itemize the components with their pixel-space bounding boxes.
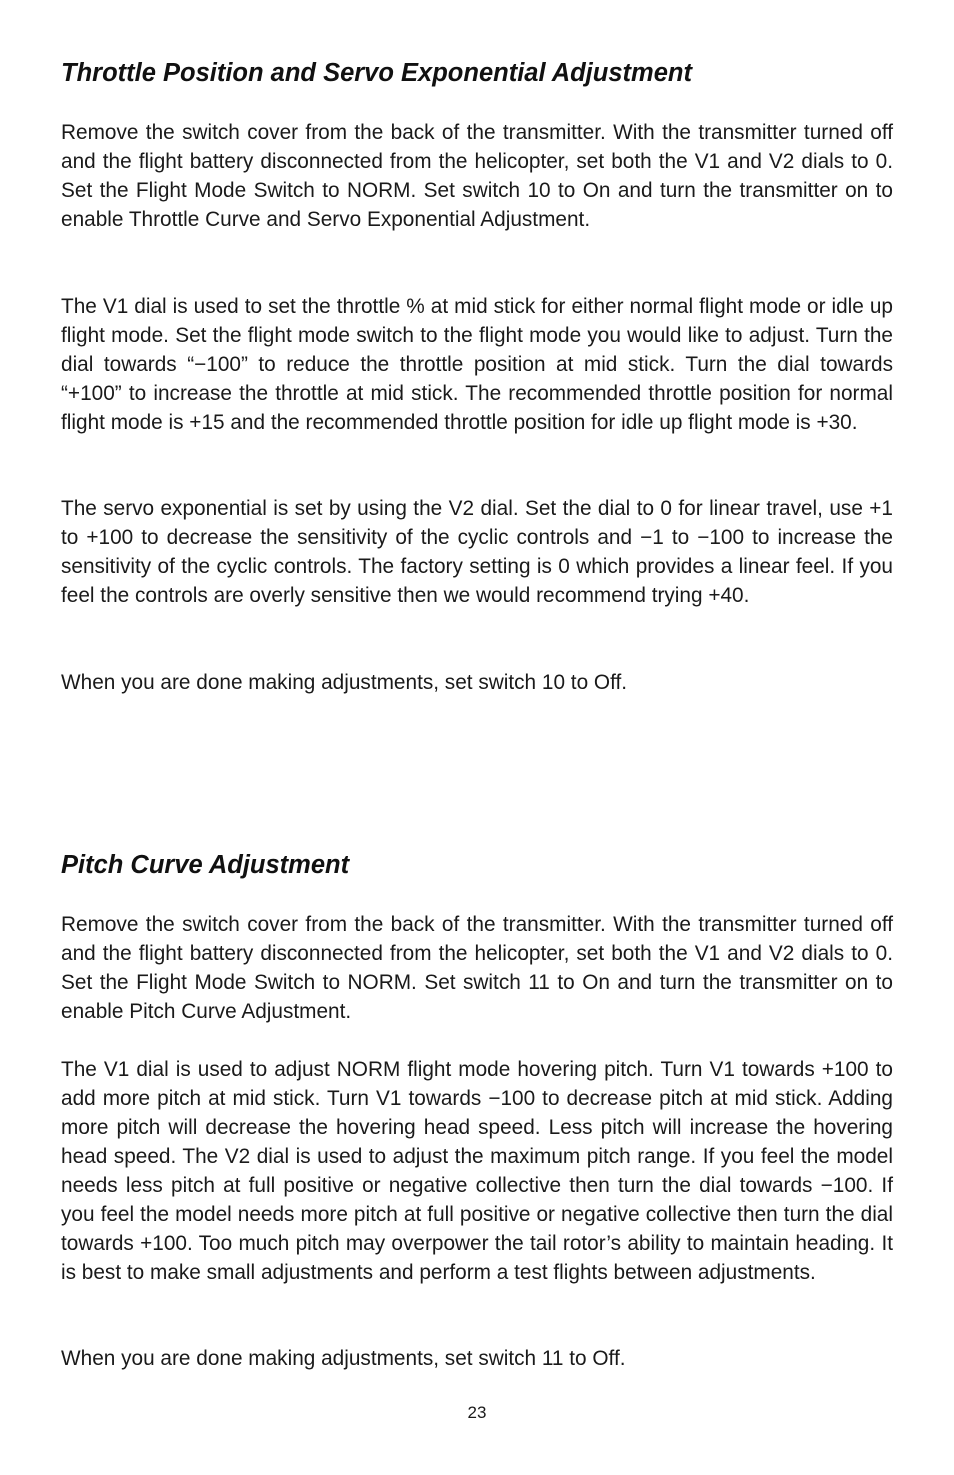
throttle-paragraph-1: Remove the switch cover from the back of the transmitter. With the transmitter turned off and the flight battery disconnected from the helicopter, set both the V1 and V2 dials to 0. Set the Flight Mode Switch to NORM. Set switch 10 to On and turn the transmitter on to enable Throttle Curve and Servo Exponential Adjustment. (61, 121, 893, 231)
throttle-paragraph-3: The servo exponential is set by using the V2 dial. Set the dial to 0 for linear travel, use +1 to +100 to decrease the sensitivity of the cyclic controls and −1 to −100 to increase the sensitivity of the cyclic controls. The factory setting is 0 which provides a linear feel. If you feel the controls are overly sensitive then we would recommend trying +40. (61, 497, 893, 607)
throttle-paragraph-4: When you are done making adjustments, set switch 10 to Off. (61, 671, 628, 694)
pitch-paragraph-2: The V1 dial is used to adjust NORM flight mode hovering pitch. Turn V1 towards +100 to add more pitch at mid stick. Turn V1 towards −100 to decrease pitch at mid stick. Adding more pitch will decrease the hovering head speed. Less pitch will increase the hovering head speed. The V2 dial is used to adjust the maximum pitch range. If you feel the model needs less pitch at full positive or negative collective then turn the dial towards −100. If you feel the model needs more pitch at full positive or negative collective then turn the dial towards +100. Too much pitch may overpower the tail rotor’s ability to maintain heading. It is best to make small adjustments and perform a test flights between adjustments. (61, 1058, 893, 1284)
pitch-paragraph-3: When you are done making adjustments, set switch 11 to Off. (61, 1347, 626, 1370)
throttle-paragraph-2: The V1 dial is used to set the throttle % at mid stick for either normal flight mode or idle up flight mode. Set the flight mode switch to the flight mode you would like to adjust. Turn the dial towards “−100” to reduce the throttle position at mid stick. Turn the dial towards “+100” to increase the throttle at mid stick. The recommended throttle position for normal flight mode is +15 and the recommended throttle position for idle up flight mode is +30. (61, 295, 893, 434)
pitch-paragraph-1: Remove the switch cover from the back of the transmitter. With the transmitter turned off and the flight battery disconnected from the helicopter, set both the V1 and V2 dials to 0. Set the Flight Mode Switch to NORM. Set switch 11 to On and turn the transmitter on to enable Pitch Curve Adjustment. (61, 913, 893, 1023)
section-heading-throttle: Throttle Position and Servo Exponential Adjustment (61, 59, 692, 87)
page-number: 23 (467, 1403, 487, 1422)
section-heading-pitch: Pitch Curve Adjustment (61, 851, 350, 879)
